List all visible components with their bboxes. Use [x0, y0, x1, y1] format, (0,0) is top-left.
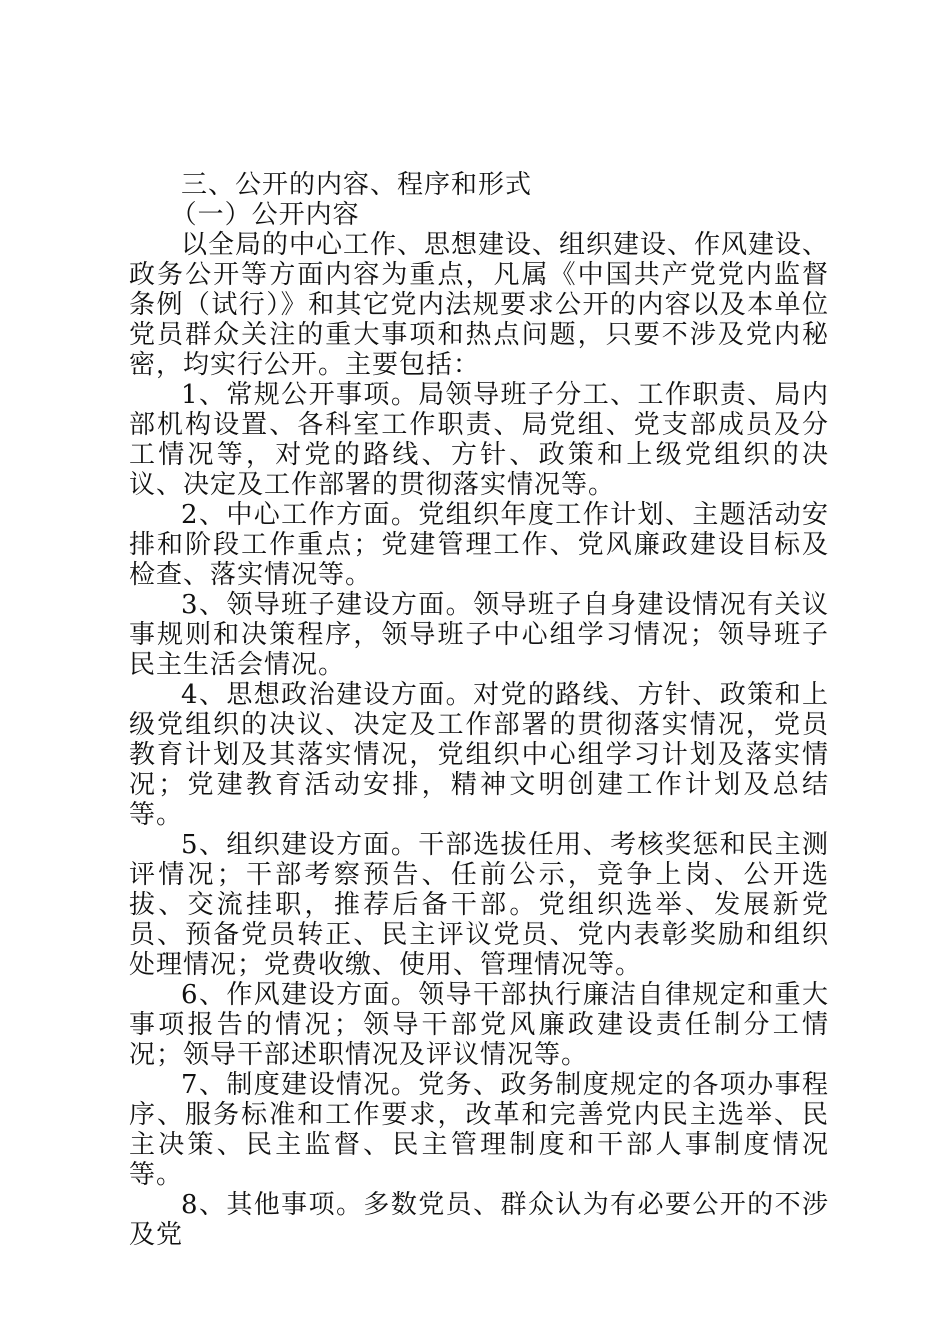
section-heading: 三、公开的内容、程序和形式	[181, 170, 533, 200]
list-item: 4、思想政治建设方面。对党的路线、方针、政策和上级党组织的决议、决定及工作部署的贯彻落实情况，党员教育计划及其落实情况，党组织中心组学习计划及落实情况；党建教育活动安排，精神文明创建工作计划及总结等。	[129, 680, 829, 830]
document-body	[129, 170, 829, 1250]
list-item: 7、制度建设情况。党务、政务制度规定的各项办事程序、服务标准和工作要求，改革和完善党内民主选举、民主决策、民主监督、民主管理制度和干部人事制度情况等。	[129, 1070, 829, 1190]
list-item: 3、领导班子建设方面。领导班子自身建设情况有关议事规则和决策程序，领导班子中心组学习情况；领导班子民主生活会情况。	[129, 590, 829, 680]
list-item: 5、组织建设方面。干部选拔任用、考核奖惩和民主测评情况；干部考察预告、任前公示，竞争上岗、公开选拔、交流挂职，推荐后备干部。党组织选举、发展新党员、预备党员转正、民主评议党员、党内表彰奖励和组织处理情况；党费收缴、使用、管理情况等。	[129, 830, 829, 980]
list-item: 1、常规公开事项。局领导班子分工、工作职责、局内部机构设置、各科室工作职责、局党组、党支部成员及分工情况等，对党的路线、方针、政策和上级党组织的决议、决定及工作部署的贯彻落实情况等。	[129, 380, 829, 500]
list-item: 2、中心工作方面。党组织年度工作计划、主题活动安排和阶段工作重点；党建管理工作、党风廉政建设目标及检查、落实情况等。	[129, 500, 829, 590]
section-subheading: （一）公开内容	[170, 200, 360, 230]
intro-paragraph: 以全局的中心工作、思想建设、组织建设、作风建设、政务公开等方面内容为重点，凡属《中国共产党党内监督条例（试行）》和其它党内法规要求公开的内容以及本单位党员群众关注的重大事项和热点问题，只要不涉及党内秘密，均实行公开。主要包括：	[129, 230, 830, 380]
list-item: 8、其他事项。多数党员、群众认为有必要公开的不涉及党	[129, 1190, 829, 1250]
list-item: 6、作风建设方面。领导干部执行廉洁自律规定和重大事项报告的情况；领导干部党风廉政建设责任制分工情况；领导干部述职情况及评议情况等。	[129, 980, 829, 1070]
